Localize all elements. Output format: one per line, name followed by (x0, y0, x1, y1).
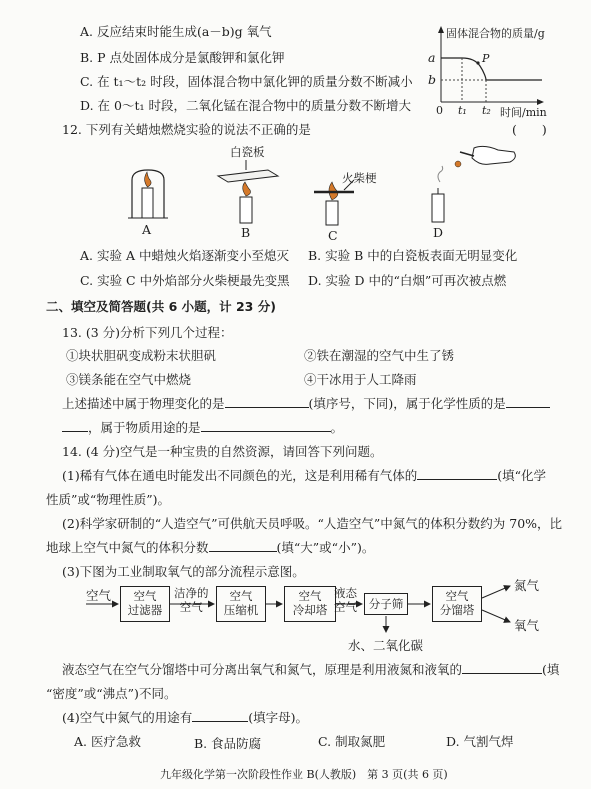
q14-blank-2[interactable] (209, 551, 277, 552)
q13-blank-chemical[interactable] (506, 407, 550, 408)
q13-blank-physical[interactable] (225, 407, 309, 408)
graph-y-label: 固体混合物的质量/g (446, 27, 545, 40)
q14-p2-text-c: (填“大”或“小”)。 (276, 540, 375, 555)
q14-p2-text-b: 地球上空气中氮气的体积分数 (46, 540, 209, 555)
matchstick-label: 火柴梗 (342, 171, 377, 185)
q14-stem: 14. (4 分)空气是一种宝贵的自然资源，请回答下列问题。 (62, 444, 383, 459)
q12-answer-paren: ( ) (512, 122, 547, 137)
graph-origin: 0 (436, 104, 443, 117)
flow-liquid-air-line2: 空气 (334, 600, 357, 614)
q13-item-2: ②铁在潮湿的空气中生了锈 (304, 348, 455, 363)
q14-option-b: B. 食品防腐 (194, 736, 262, 751)
flow-box-filter (120, 586, 170, 622)
q12-stem: 12. 下列有关蜡烛燃烧实验的说法不正确的是 (62, 122, 311, 137)
q11-option-b: B. P 点处固体成分是氯酸钾和氯化钾 (80, 50, 285, 65)
q11-mass-time-graph (418, 22, 578, 122)
graph-y-b: b (428, 72, 437, 87)
flow-input-air: 空气 (86, 588, 112, 603)
flow-output-water-co2: 水、二氧化碳 (348, 638, 424, 653)
q13-stem: 13. (3 分)分析下列几个过程： (62, 325, 233, 340)
figure-d-label: D (433, 225, 444, 240)
q13-line1-text-a: 上述描述中属于物理变化的是 (62, 396, 225, 411)
q14-blank-1[interactable] (417, 479, 497, 480)
q11-option-d: D. 在 0～t₁ 时段，二氧化锰在混合物中的质量分数不断增大 (80, 98, 411, 113)
flow-box-filter-line1: 空气 (133, 589, 157, 603)
flow-box-compressor-line1: 空气 (229, 589, 253, 603)
figure-b-label: B (241, 225, 251, 240)
flow-output-nitrogen: 氮气 (514, 578, 540, 593)
graph-x-label: 时间/min (500, 106, 547, 119)
q14-option-c: C. 制取氮肥 (318, 734, 386, 749)
graph-point-p: P (482, 52, 490, 65)
figure-c (312, 166, 396, 243)
flow-box-cooling-tower (284, 586, 336, 622)
q12-option-c: C. 实验 C 中外焰部分火柴梗最先变黑 (80, 273, 290, 288)
figure-a-label: A (142, 222, 152, 237)
figure-b (216, 142, 280, 240)
q14-blank-3[interactable] (462, 673, 542, 674)
page-footer: 九年级化学第一次阶段性作业 B(人教版) 第 3 页(共 6 页) (160, 768, 448, 781)
graph-y-a: a (428, 50, 436, 65)
flow-box-cooling-line2: 冷却塔 (292, 603, 328, 617)
flow-box-frac-line1: 空气 (445, 589, 469, 603)
q12-option-a: A. 实验 A 中蜡烛火焰逐渐变小至熄灭 (80, 248, 289, 263)
q14-p4-text-a: (4)空气中氮气的用途有 (62, 710, 193, 725)
q13-line1-text-b: (填序号，下同)，属于化学性质的是 (308, 396, 506, 411)
q14-p1-text-a: (1)稀有气体在通电时能发出不同颜色的光，这是利用稀有气体的 (62, 468, 418, 483)
q12-option-d: D. 实验 D 中的“白烟”可再次被点燃 (308, 273, 507, 288)
graph-t2: t₂ (482, 104, 491, 117)
q11-option-a: A. 反应结束时能生成(a－b)g 氧气 (80, 24, 272, 39)
q14-p1-text-b: (填“化学 (497, 468, 546, 483)
flow-clean-air-line1: 洁净的 (174, 586, 209, 600)
flow-box-fractionating-tower (432, 586, 482, 622)
flow-box-frac-line2: 分馏塔 (439, 603, 475, 617)
flow-box-compressor (216, 586, 266, 622)
flow-box-molecular-sieve: 分子筛 (364, 593, 408, 615)
q13-item-1: ①块状胆矾变成粉末状胆矾 (66, 348, 217, 363)
q14-p1-text-c: 性质”或“物理性质”)。 (46, 492, 171, 507)
q11-option-c: C. 在 t₁～t₂ 时段，固体混合物中氯化钾的质量分数不断减小 (80, 74, 413, 89)
q13-line2-text-a: ，属于物质用途的是 (88, 420, 201, 435)
q14-p3-text: (3)下图为工业制取氧气的部分流程示意图。 (62, 564, 305, 579)
q14-p4-text-b: (填字母)。 (248, 710, 308, 725)
flow-liquid-air-line1: 液态 (334, 586, 357, 600)
graph-t1: t₁ (458, 104, 467, 117)
q14-option-a: A. 医疗急救 (74, 734, 141, 749)
q14-p3-text-a: 液态空气在空气分馏塔中可分离出氧气和氮气，原理是利用液氮和液氧的 (62, 662, 463, 677)
figure-c-label: C (328, 228, 338, 243)
flow-output-oxygen: 氧气 (514, 618, 540, 633)
oxygen-production-flowchart (0, 578, 591, 653)
flow-box-filter-line2: 过滤器 (127, 603, 163, 617)
q14-p3-text-b: (填 (542, 662, 560, 677)
q13-item-4: ④干冰用于人工降雨 (304, 372, 417, 387)
q12-option-b: B. 实验 B 中的白瓷板表面无明显变化 (308, 248, 518, 263)
q13-line2-text-b: 。 (330, 420, 344, 435)
q14-option-d: D. 气割气焊 (446, 734, 514, 749)
flow-box-cooling-line1: 空气 (298, 589, 322, 603)
figure-d (420, 142, 520, 240)
q13-blank-chemical-cont[interactable] (62, 431, 88, 432)
q14-p2-text-a: (2)科学家研制的“人造空气”可供航天员呼吸。“人造空气”中氮气的体积分数约为 70%，比 (62, 516, 563, 531)
matchstick-candle-drawing (312, 166, 396, 240)
white-plate-label: 白瓷板 (230, 145, 265, 159)
q14-p3-text-c: “密度”或“沸点”)不同。 (46, 686, 177, 701)
flow-box-compressor-line2: 压缩机 (223, 603, 259, 617)
figure-a (128, 160, 168, 240)
q13-blank-use[interactable] (201, 431, 331, 432)
q13-item-3: ③镁条能在空气中燃烧 (66, 372, 192, 387)
q14-blank-4[interactable] (192, 721, 248, 722)
section-2-title: 二、填空及简答题(共 6 小题，计 23 分) (46, 299, 276, 314)
flow-clean-air-line2: 空气 (179, 600, 203, 614)
